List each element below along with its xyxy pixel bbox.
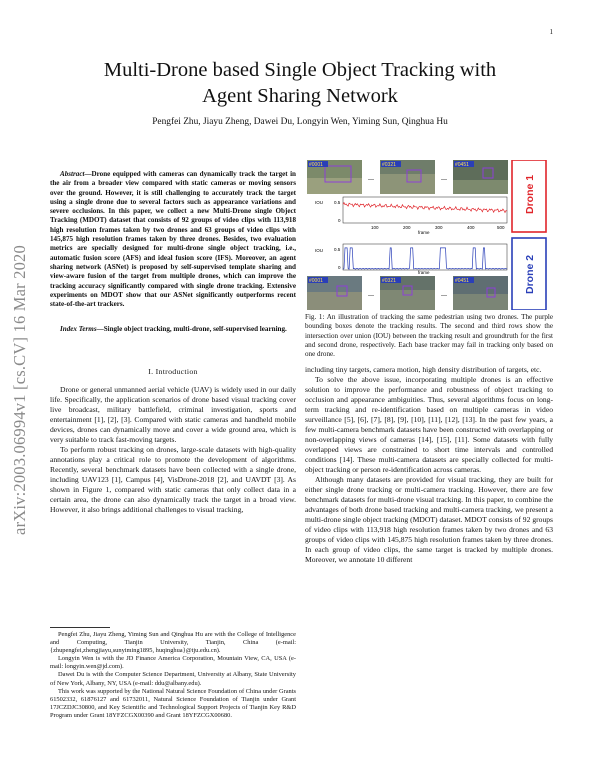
figure-caption: Fig. 1: An illustration of tracking the same pedestrian using two drones. The purple bounding boxes denote the tracking results. The second and third rows show the intersection over union (IOU) between the tracking result and groundtruth for the first and second drone, respectively. Each base tracker may fail in tracking only based on one drone. — [305, 313, 553, 359]
drone2-frames — [307, 276, 508, 310]
ellipsis: ... — [441, 289, 447, 298]
plot-area — [343, 197, 507, 223]
intro-left-column — [50, 385, 296, 515]
footnotes — [50, 627, 296, 720]
ellipsis: ... — [368, 173, 374, 182]
page-number: 1 — [549, 28, 553, 36]
footnote-rule — [50, 627, 110, 628]
intro-right-column — [305, 365, 553, 565]
paragraph: Drone or general unmanned aerial vehicle (UAV) is widely used in our daily life. Specifically, the application scenarios of drone based visual tracking cover live broadcast, military battlefield, criminal investigation, sports and entertainment [1], [2], [3]. Compared with static cameras and handheld mobile devices, drones can dynamically move and cover a wide ground area, which is very suitable to track fast-moving targets. — [50, 385, 296, 444]
paper-title — [0, 57, 600, 109]
abstract: Abstract—Drone equipped with cameras can dynamically track the target in the air from a broader view compared with static cameras or moving sensors over the ground. However, it is still challenging to accurately track the target using a single drone due to several factors such as appearance variations and severe occlusions. In this paper, we collect a new Multi-Drone single Object Tracking (MDOT) dataset that consists of 92 groups of video clips with 113,918 high resolution frames taken by two drones and 63 groups of video clips with 145,875 high resolution frames taken by three drones. Besides, two evaluation metrics are specially designed for multi-drone single object tracking, i.e., automatic fusion score (AFS) and ideal fusion score (IFS). Moreover, an agent sharing network (ASNet) is proposed by self-supervised template sharing and view-aware fusion of the target from multiple drones, which can improve the tracking accuracy significantly compared with single drone tracking. Extensive experiments on MDOT show that our ASNet significantly outperforms recent state-of-the-art trackers. — [50, 170, 296, 309]
title-line-1: Multi-Drone based Single Object Tracking with — [103, 59, 497, 81]
figure-1 — [307, 160, 549, 310]
frame-id: #0451 — [455, 278, 469, 284]
frame-ground — [307, 178, 362, 194]
frame-ground — [380, 290, 435, 310]
abstract-text: Drone equipped with cameras can dynamically track the target in the air from a broader view compared with static cameras or moving sensors over the ground. However, it is still challenging to accurately track the target using a single drone due to several factors such as appearance variations and severe occlusions. In this paper, we collect a new Multi-Drone single Object Tracking (MDOT) dataset that consists of 92 groups of video clips with 113,918 high resolution frames taken by two drones and 63 groups of video clips with 145,875 high resolution frames taken by three drones. Besides, two evaluation metrics are specially designed for multi-drone single object tracking, i.e., automatic fusion score (AFS) and ideal fusion score (IFS). Moreover, an agent sharing network (ASNet) is proposed by self-supervised template sharing and view-aware fusion of the target from multiple drones, which can improve the tracking accuracy significantly compared with single drone tracking. Extensive experiments on MDOT show that our ASNet significantly outperforms recent state-of-the-art trackers. — [50, 170, 296, 309]
axis-xlabel: frame — [418, 270, 430, 275]
y-tick: 0.5 — [334, 247, 341, 252]
x-tick: 100 — [371, 225, 379, 230]
footnote: Dawei Du is with the Computer Science Department, University at Albany, State University of New York, Albany, NY, USA (e-mail: ddu@albany.edu). — [50, 671, 296, 687]
footnote: Pengfei Zhu, Jiayu Zheng, Yiming Sun and Qinghua Hu are with the College of Intelligence and Computing, Tianjin University, Tianjin, China (e-mail: {zhupengfei,zhengjiayu,sunyiming1895, huqinghua}@tju.edu.cn). — [50, 631, 296, 655]
x-tick: 500 — [497, 225, 505, 230]
drone2-label: Drone 2 — [524, 254, 536, 294]
frame-id: #0321 — [382, 162, 396, 168]
paragraph: Although many datasets are provided for visual tracking, they are built for either single drone tracking or multi-camera tracking. However, there are few benchmark datasets for multi-drone visual tracking. In this paper, to combine the advantages of both drone based tracking and multi-camera tracking, we present a multi-drone single object tracking (MDOT) dataset. MDOT consists of 92 groups of video clips with 113,918 high resolution frames taken by two drones and 63 groups of video clips with 145,875 high resolution frames taken by three drones. In each group of video clips, the same target is tracked by multiple drones. Moreover, we annotate 10 different — [305, 475, 553, 564]
y-tick: 0.5 — [334, 200, 341, 205]
index-terms-text: Single object tracking, multi-drone, self-supervised learning. — [103, 325, 287, 333]
y-tick: 0 — [338, 265, 341, 270]
index-terms-label: Index Terms — [60, 325, 97, 333]
axis-xlabel: frame — [418, 230, 430, 235]
section-heading: I. Introduction — [148, 367, 198, 376]
x-tick: 300 — [435, 225, 443, 230]
axis-ylabel: IOU — [315, 200, 324, 205]
footnote: Longyin Wen is with the JD Finance America Corporation, Mountain View, CA, USA (e-mail: longyin.wen@jd.com). — [50, 655, 296, 671]
footnote: This work was supported by the National Natural Science Foundation of China under Grants 61502332, 61876127 and 61732011, Natural Science Foundation of Tianjin under Grant 17JCZDJC30800, and Key Scientific and Technological Support Projects of Tianjin Key R&D Program under Grant 18YFZCGX00390 and Grant 18YFZCGX00680. — [50, 687, 296, 719]
abstract-label: Abstract — [60, 170, 85, 178]
frame-id: #0321 — [382, 278, 396, 284]
drone1-label: Drone 1 — [524, 174, 536, 214]
title-line-2: Agent Sharing Network — [202, 85, 398, 107]
arxiv-stamp-text: arXiv:2003.06994v1 [cs.CV] 16 Mar 2020 — [10, 245, 29, 535]
x-tick: 400 — [467, 225, 475, 230]
ellipsis: ... — [368, 289, 374, 298]
x-tick: 200 — [403, 225, 411, 230]
frame-id: #0451 — [455, 162, 469, 168]
frame-ground — [307, 292, 362, 310]
frame-ground — [453, 180, 508, 194]
paragraph: To solve the above issue, incorporating multiple drones is an effective solution to improve the performance and robustness of object tracking to occlusion and appearance ambiguities. Thus, several algorithms focus on long-term tracking and re-identification based on multiple cameras in video surveillance [5], [6], [7], [8], [9], [10], [11], [12], [13]. In the past few years, a few multi-camera benchmark datasets have been constructed with overlapping or non-overlapping views of cameras [14], [15], [11]. Some datasets with fully overlapped views are constrained to short time intervals and controlled conditions [14]. These multi-camera datasets are specially collected for multi-object tracking or person re-identification across cameras. — [305, 375, 553, 474]
paragraph: including tiny targets, camera motion, high density distribution of targets, etc. — [305, 365, 542, 374]
paragraph: To perform robust tracking on drones, large-scale datasets with high-quality annotations play a critical role to promote the development of algorithms. Recently, several benchmark datasets have been collected with a single drone, including UAV123 [1], Campus [4], VisDrone-2018 [2], and UAVDT [3]. As shown in Figure 1, compared with static cameras that only collect data in a certain area, the drone can also dynamically track the target in a broad view. However, it also brings additional challenges to visual tracking, — [50, 445, 296, 514]
drone1-frames — [307, 160, 508, 194]
ellipsis: ... — [441, 173, 447, 182]
frame-id: #0001 — [309, 278, 323, 284]
author-list: Pengfei Zhu, Jiayu Zheng, Dawei Du, Longyin Wen, Yiming Sun, Qinghua Hu — [152, 117, 448, 127]
frame-id: #0001 — [309, 162, 323, 168]
frame-ground — [453, 294, 508, 310]
index-terms: Index Terms—Single object tracking, multi-drone, self-supervised learning. — [60, 325, 287, 333]
iou-plot-drone2 — [315, 244, 507, 275]
y-tick: 0 — [338, 218, 341, 223]
iou-plot-drone1 — [315, 197, 507, 235]
axis-ylabel: IOU — [315, 248, 324, 253]
